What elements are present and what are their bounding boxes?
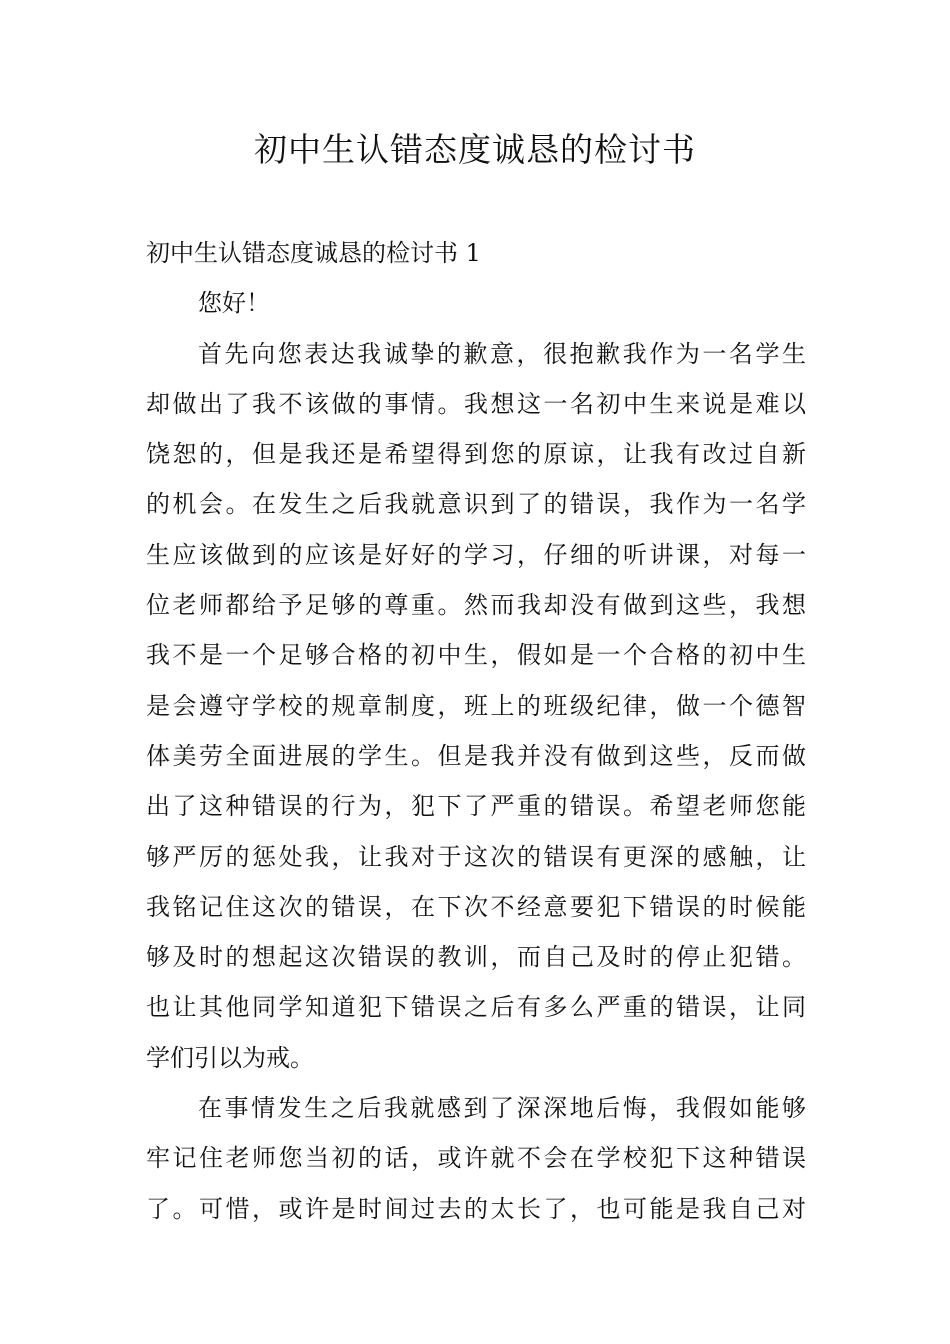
greeting: 您好！ (198, 289, 270, 318)
paragraph-line: 牢记住老师您当初的话，或许就不会在学校犯下这种错误 (146, 1144, 806, 1173)
paragraph-line: 在事情发生之后我就感到了深深地后悔，我假如能够 (198, 1094, 806, 1123)
paragraph-line: 饶恕的，但是我还是希望得到您的原谅，让我有改过自新 (146, 440, 806, 469)
paragraph-line: 了。可惜，或许是时间过去的太长了，也可能是我自己对 (146, 1194, 806, 1223)
paragraph-line: 是会遵守学校的规章制度，班上的班级纪律，做一个德智 (146, 691, 806, 720)
paragraph-line: 够严厉的惩处我，让我对于这次的错误有更深的感触，让 (146, 842, 806, 871)
section-title: 初中生认错态度诚恳的检讨书 1 (146, 239, 481, 267)
paragraph-line: 我铭记住这次的错误，在下次不经意要犯下错误的时候能 (146, 892, 806, 921)
document-title: 初中生认错态度诚恳的检讨书 (254, 130, 696, 169)
paragraph-line: 出了这种错误的行为，犯下了严重的错误。希望老师您能 (146, 792, 806, 821)
paragraph-line: 生应该做到的应该是好好的学习，仔细的听讲课，对每一 (146, 540, 806, 569)
paragraph-line: 够及时的想起这次错误的教训，而自己及时的停止犯错。 (146, 943, 806, 972)
paragraph-line: 首先向您表达我诚挚的歉意，很抱歉我作为一名学生 (198, 339, 806, 368)
document-body (146, 228, 806, 1234)
paragraph-1 (146, 329, 806, 1083)
paragraph-line: 也让其他同学知道犯下错误之后有多么严重的错误，让同 (146, 993, 806, 1022)
paragraph-line: 却做出了我不该做的事情。我想这一名初中生来说是难以 (146, 389, 806, 418)
paragraph-line: 的机会。在发生之后我就意识到了的错误，我作为一名学 (146, 490, 806, 519)
paragraph-line: 位老师都给予足够的尊重。然而我却没有做到这些，我想 (146, 591, 806, 620)
paragraph-line: 我不是一个足够合格的初中生，假如是一个合格的初中生 (146, 641, 806, 670)
paragraph-line: 学们引以为戒。 (146, 1043, 314, 1072)
paragraph-2 (146, 1083, 806, 1234)
paragraph-line: 体美劳全面进展的学生。但是我并没有做到这些，反而做 (146, 741, 806, 770)
